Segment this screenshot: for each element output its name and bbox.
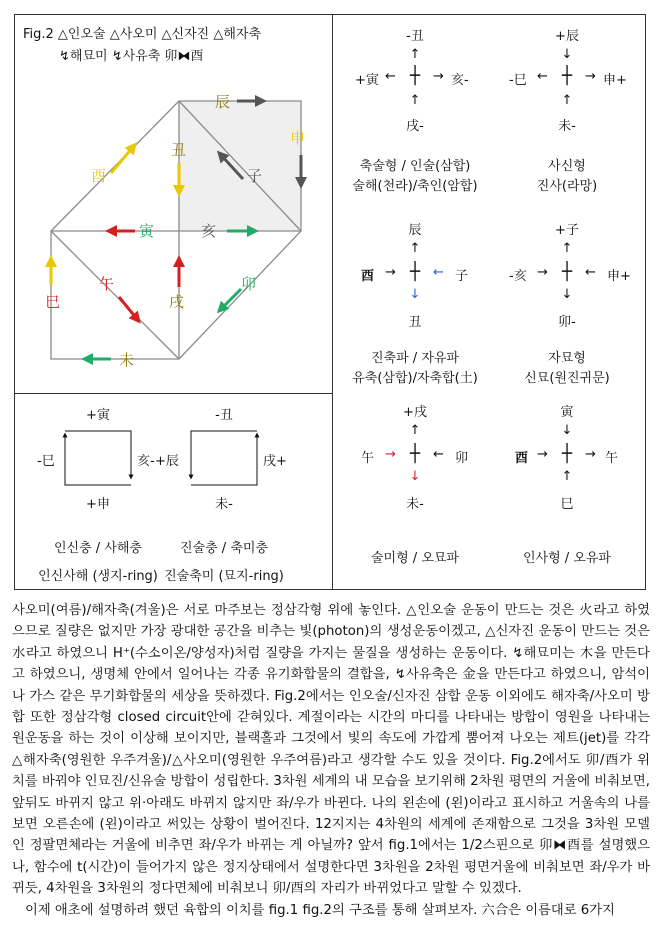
cross3-arrow-top: ↑	[409, 241, 421, 256]
divider-horizontal	[15, 393, 333, 394]
cross2-caption1: 사신형	[548, 159, 586, 174]
label-ja: 子	[247, 167, 263, 185]
label-yu: 酉	[91, 167, 107, 185]
body-text	[12, 600, 650, 921]
cross5-top: +戌	[403, 405, 427, 420]
cross1-caption1: 축술형 / 인술(삼합)	[359, 159, 471, 174]
fig-title-line2: ↯해묘미 ↯사유축 卯⧓酉	[59, 49, 204, 64]
square2-arrow-top-left	[191, 431, 257, 477]
cross6-caption1: 인사형 / 오유파	[523, 551, 611, 566]
cross1-right: 亥-	[451, 73, 469, 88]
square1-arrow-top-right	[65, 431, 131, 477]
cross4-caption1: 자묘형	[548, 351, 586, 366]
label-chuk: 丑	[171, 141, 187, 159]
cross4-bottom: 卯-	[558, 315, 576, 330]
square2-left: +辰	[155, 454, 179, 469]
square1-bottom: +申	[86, 497, 110, 512]
cross5-right: 卯	[455, 451, 469, 466]
cross5-plus: ┼	[409, 444, 421, 464]
cross2-arrow-right: →	[585, 69, 596, 84]
diagonal-lower	[51, 231, 179, 359]
label-jin: 辰	[215, 93, 231, 111]
square1-arrow-bottom-left	[65, 435, 131, 485]
cross5-arrow-left: →	[385, 447, 396, 462]
square2-bottom: 未-	[215, 497, 233, 512]
figure-2	[14, 14, 646, 590]
cross2-plus: ┼	[561, 66, 573, 86]
cross6-top: 寅	[560, 405, 574, 420]
cross2-arrow-bottom: ↑	[561, 93, 573, 108]
cross3-caption1: 진축파 / 자유파	[371, 351, 459, 366]
cross2-top: +辰	[555, 29, 579, 44]
cross4-arrow-right: ←	[585, 265, 596, 280]
square1-top: +寅	[86, 408, 110, 423]
cross3-left: 酉	[361, 269, 375, 284]
label-hae: 亥	[201, 222, 217, 240]
square2-caption1: 진술충 / 축미충	[180, 541, 268, 556]
cross2-right: 申+	[603, 73, 627, 88]
cross6-right: 午	[605, 451, 619, 466]
square1-right: 亥-	[137, 454, 155, 469]
label-sa: 巳	[45, 293, 61, 311]
cross3-bottom: 丑	[408, 315, 422, 330]
square1-caption1: 인신충 / 사해충	[54, 541, 142, 556]
cross6-arrow-bottom: ↑	[561, 469, 573, 484]
label-in: 寅	[139, 222, 155, 240]
cross4-right: 申+	[607, 269, 631, 284]
cross2-left: -巳	[509, 73, 527, 88]
label-sin: 申	[290, 129, 306, 147]
cross1-arrow-bottom: ↑	[409, 93, 421, 108]
cross4-plus: ┼	[561, 262, 573, 282]
arrow-yu	[111, 147, 133, 173]
cross6-left: 酉	[515, 451, 529, 466]
cross4-left: -亥	[509, 269, 527, 284]
square2-right: 戌+	[263, 454, 287, 469]
label-myo: 卯	[241, 275, 257, 293]
cross1-left: +寅	[355, 73, 379, 88]
cross3-arrow-left: →	[385, 265, 396, 280]
square2-caption2: 진술축미 (묘지-ring)	[164, 569, 284, 584]
fig-title-line1: Fig.2 △인오술 △사오미 △신자진 △해자축	[23, 27, 262, 42]
hexagon-diagram	[15, 15, 333, 393]
cross3-caption2: 유축(삼합)/자축합(土)	[352, 371, 478, 386]
cross4-caption2: 신묘(원진귀문)	[524, 371, 610, 386]
square1-left: -巳	[37, 454, 55, 469]
cross5-arrow-right: ←	[433, 447, 444, 462]
cross5-arrow-bottom: ↓	[409, 469, 421, 484]
square2-arrow-bottom-right	[191, 435, 257, 485]
cross3-plus: ┼	[409, 262, 421, 282]
cross3-arrow-right: ←	[433, 265, 444, 280]
cross2-caption2: 진사(라망)	[536, 179, 598, 194]
paragraph-2: 이제 애초에 설명하려 했던 육합의 이치를 fig.1 fig.2의 구조를 통해 살펴보자. 六合은 이름대로 6가지	[25, 902, 615, 918]
label-mi: 未	[119, 351, 135, 369]
cross5-left: 午	[361, 451, 375, 466]
cross5-caption1: 술미형 / 오묘파	[371, 551, 459, 566]
cross4-arrow-left: →	[537, 265, 548, 280]
cross1-arrow-top: ↑	[409, 47, 421, 62]
cross1-caption2: 술해(천라)/축인(암합)	[352, 179, 478, 194]
cross6-plus: ┼	[561, 444, 573, 464]
cross2-bottom: 未-	[558, 119, 576, 134]
cross4-arrow-bottom: ↓	[561, 287, 573, 302]
cross6-bottom: 巳	[560, 497, 574, 512]
paragraph-1: 사오미(여름)/해자축(겨울)은 서로 마주보는 정삼각형 위에 놓인다. △인오술 운동이 만드는 것은 火라고 하였으므로 질량은 없지만 가장 광대한 공간을 비추는 빛(photon)의 생성운동이겠고, △신자진 운동이 만드는 것은 水라고 하였으니 H⁺(수소이온/양성자)처럼 질량을 가지는 물질을 생성하는 운동이다. ↯해묘미는 木을 만든다고 하였으니, 생명체 안에서 일어나는 각종 유기화합물의 결합을, ↯사유축은 金을 만든다고 하였으니, 암석이나 가스 같은 무기화합물의 세상을 뜻하겠다. Fig.2에서는 인오술/신자진 삼합 운동 이외에도 해자축/사오미 방합 또한 정삼각형 closed circuit안에 갇혀있다. 계절이라는 시간의 마디를 나타내는 방합이 영원을 나타내는 원운동을 하는 것이 이상해 보이지만, 블랙홀과 그것에서 빛의 속도에 가깝게 뿜어져 나오는 제트(jet)를 각각 △해자축(영원한 우주겨울)/△사오미(영원한 우주여름)라고 생각할 수도 있을 것이다. Fig.2에서도 卯/酉가 위치를 바꿔야 인묘진/신유술 방합이 성립한다. 3차원 세계의 내 모습을 보기위해 2차원 평면의 거울에 비춰보면, 앞뒤도 바뀌지 않고 위·아래도 바뀌지 않지만 좌/우가 바뀐다. 나의 왼손에 (왼)이라고 표시하고 거울속의 나를 보면 오른손에 (왼)이라고 써있는 상황이 벌어진다. 12지지는 4차원의 세계에 존재함으로 그것을 3차원 모델인 정팔면체라는 거울에 비추면 좌/우가 바뀌는 게 아닐까? 앞서 fig.1에서는 1/2스핀으로 卯⧓酉를 설명했으나, 함수에 t(시간)이 들어가지 않은 정지상태에서 설명한다면 3차원을 2차원 평면거울에 비춰보면 좌/우가 바뀌듯, 4차원을 3차원의 정다면체에 비춰보니 卯/酉의 자리가 바뀌었다고 말할 수 있겠다.	[12, 603, 650, 897]
cross1-top: -丑	[406, 29, 424, 44]
arrow-o	[119, 297, 137, 319]
label-o: 午	[99, 275, 115, 293]
cross3-arrow-bottom: ↓	[409, 287, 421, 302]
cross6-arrow-left: →	[537, 447, 548, 462]
square2-top: -丑	[215, 408, 233, 423]
cross2-arrow-left: ←	[537, 69, 548, 84]
cross2-arrow-top: ↓	[561, 47, 573, 62]
cross3-top: 辰	[408, 223, 422, 238]
cross3-right: 子	[455, 269, 469, 284]
arrow-myo	[221, 289, 241, 309]
cross6-arrow-top: ↓	[561, 423, 573, 438]
cross1-plus: ┼	[409, 66, 421, 86]
cross1-arrow-right: →	[433, 69, 444, 84]
label-sul: 戌	[169, 293, 185, 311]
cross6-arrow-right: →	[585, 447, 596, 462]
cross1-bottom: 戌-	[406, 119, 424, 134]
cross4-top: +子	[555, 223, 579, 238]
cross5-arrow-top: ↑	[409, 423, 421, 438]
cross4-arrow-top: ↑	[561, 241, 573, 256]
cross1-arrow-left: ←	[385, 69, 396, 84]
square1-caption2: 인신사해 (생지-ring)	[38, 569, 158, 584]
cross5-bottom: 未-	[406, 497, 424, 512]
